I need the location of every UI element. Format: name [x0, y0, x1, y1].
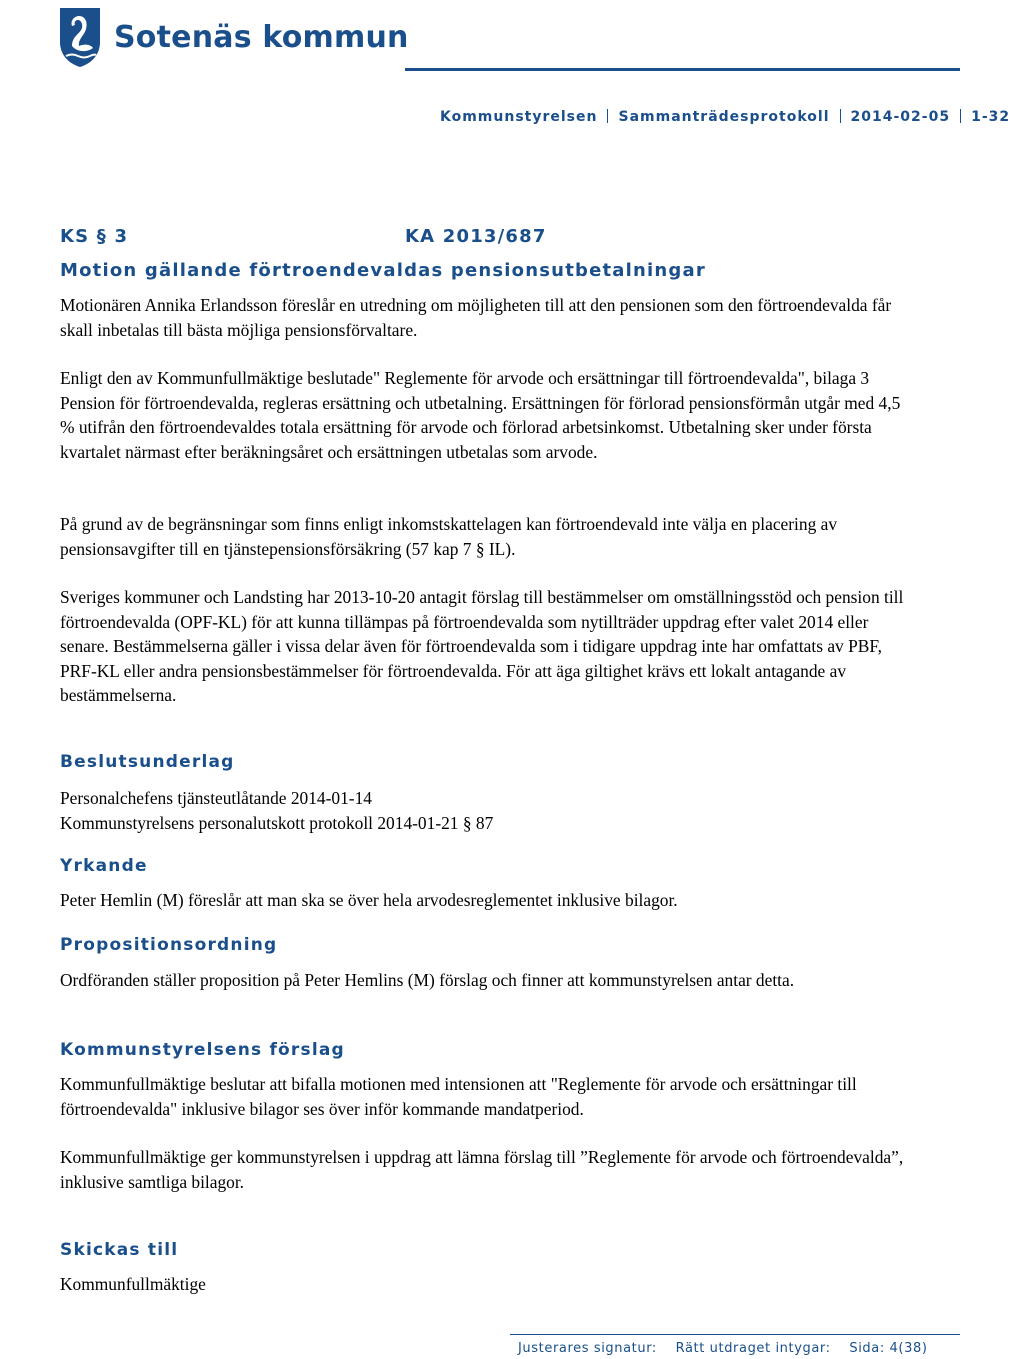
header-separator — [960, 109, 961, 123]
header-pages: 1-32 — [971, 109, 1010, 125]
paragraph-text: Kommunfullmäktige — [60, 1274, 206, 1294]
section-heading-yrkande: Yrkande — [60, 856, 148, 876]
skickas-section — [60, 1272, 910, 1297]
paragraph-reglemente — [60, 366, 910, 464]
case-title: Motion gällande förtroendevaldas pensionsutbetalningar — [60, 260, 706, 281]
header-body: Kommunstyrelsen — [440, 109, 598, 125]
section-heading-propositionsordning: Propositionsordning — [60, 935, 278, 955]
beslutsunderlag-list — [60, 786, 910, 835]
case-dnr: KA 2013/687 — [405, 226, 547, 247]
list-item: Personalchefens tjänsteutlåtande 2014-01-14 — [60, 788, 372, 808]
forslag-section — [60, 1072, 910, 1121]
paragraph-text: På grund av de begränsningar som finns enligt inkomstskattelagen kan förtroendevald inte välja en placering av pensionsavgifter till en tjänstepensionsförsäkring (57 kap 7 § IL). — [60, 514, 838, 559]
paragraph-begransningar — [60, 512, 910, 561]
header-doc-type: Sammanträdesprotokoll — [618, 109, 830, 125]
paragraph-text: Kommunfullmäktige beslutar att bifalla motionen med intensionen att "Reglemente för arvode och ersättningar till förtroendevalda" inklusive bilagor ses över inför kommande mandatperiod. — [60, 1074, 857, 1119]
case-heading — [60, 226, 547, 247]
list-item: Kommunstyrelsens personalutskott protokoll 2014-01-21 § 87 — [60, 812, 494, 833]
header-separator — [607, 109, 608, 123]
paragraph-skl — [60, 585, 910, 708]
footer-rule — [510, 1334, 960, 1335]
header-rule — [405, 68, 960, 71]
paragraph-text: Kommunfullmäktige ger kommunstyrelsen i uppdrag att lämna förslag till ”Reglemente för arvode och förtroendevalda”, inklusive samtliga bilagor. — [60, 1147, 904, 1192]
paragraph-motion — [60, 293, 910, 342]
section-heading-forslag: Kommunstyrelsens förslag — [60, 1040, 345, 1060]
case-number: KS § 3 — [60, 226, 129, 247]
yrkande-section — [60, 888, 910, 913]
footer-intygar: Rätt utdraget intygar: — [675, 1341, 831, 1356]
municipal-shield-swan-icon — [58, 6, 102, 68]
municipality-logo — [58, 4, 409, 70]
paragraph-text: Enligt den av Kommunfullmäktige beslutade" Reglemente för arvode och ersättningar till förtroendevalda", bilaga 3 Pension för förtroendevalda, regleras ersättning och utbetalning. Ersättningen för förlorad pensionsförmån utgår med 4,5 % utifrån den förtroendevaldes totala ersättning för arvode och förlorad arbetsinkomst. Utbetalning sker under första kvartalet närmast efter beräkningsåret och ersättningen utbetalas som arvode. — [60, 368, 901, 462]
propositionsordning-section — [60, 968, 910, 993]
footer-signatur: Justerares signatur: — [518, 1341, 657, 1356]
header-date: 2014-02-05 — [850, 109, 951, 125]
section-heading-skickas: Skickas till — [60, 1240, 179, 1260]
paragraph-text: Motionären Annika Erlandsson föreslår en utredning om möjligheten till att den pensionen som den förtroendevalda får skall inbetalas till bästa möjliga pensionsförvaltare. — [60, 295, 892, 340]
paragraph-text: Peter Hemlin (M) föreslår att man ska se över hela arvodesreglementet inklusive bilagor. — [60, 890, 678, 910]
document-header — [440, 109, 1010, 125]
header-separator — [840, 109, 841, 123]
org-name: Sotenäs kommun — [114, 19, 409, 55]
section-heading-beslutsunderlag: Beslutsunderlag — [60, 752, 235, 772]
paragraph-text: Ordföranden ställer proposition på Peter Hemlins (M) förslag och finner att kommunstyrelsen antar detta. — [60, 970, 795, 990]
page-footer — [518, 1341, 928, 1356]
paragraph-text: Sveriges kommuner och Landsting har 2013-10-20 antagit förslag till bestämmelser om omställningsstöd och pension till förtroendevalda (OPF-KL) för att kunna tillämpas på förtroendevalda som nytillträder uppdrag efter valet 2014 eller senare. Bestämmelserna gäller i vissa delar även för förtroendevalda som i tidigare uppdrag inte har omfattats av PBF, PRF-KL eller andra pensionsbestämmelser för förtroendevalda. För att äga giltighet krävs ett lokalt antagande av bestämmelserna. — [60, 587, 904, 705]
forslag-section-2 — [60, 1145, 910, 1194]
footer-page-number: Sida: 4(38) — [849, 1341, 928, 1356]
